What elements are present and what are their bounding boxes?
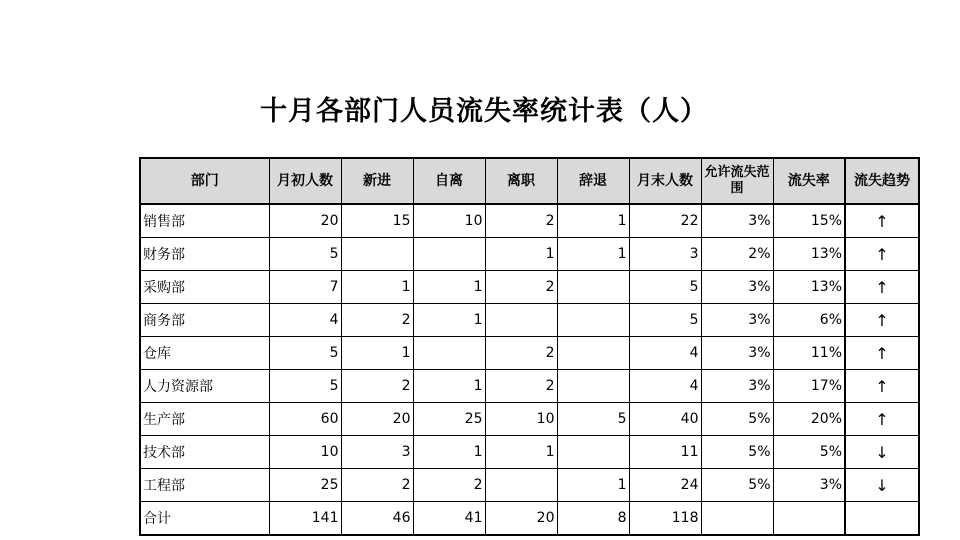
table-cell-end-count[interactable]: 24 [629,469,701,502]
table-cell-dismissed[interactable] [557,370,629,403]
table-row [140,502,919,536]
table-cell-department[interactable]: 商务部 [140,304,269,337]
table-cell-new-hires[interactable]: 2 [341,469,413,502]
table-cell-dismissed[interactable]: 1 [557,204,629,238]
table-cell-department[interactable]: 生产部 [140,403,269,436]
table-cell-allowed-range[interactable]: 2% [701,238,773,271]
table-cell-dismissed[interactable] [557,304,629,337]
table-cell-self-left[interactable]: 41 [413,502,485,536]
table-cell-start-count[interactable]: 4 [269,304,341,337]
table-cell-trend[interactable]: ↑ [845,271,919,304]
table-cell-dismissed[interactable] [557,337,629,370]
header-cell-department[interactable]: 部门 [140,158,269,204]
table-cell-resigned[interactable]: 2 [485,271,557,304]
table-row [140,271,919,304]
table-cell-self-left[interactable]: 25 [413,403,485,436]
table-cell-attrition-rate[interactable]: 11% [773,337,845,370]
table-cell-trend[interactable]: ↑ [845,370,919,403]
table-cell-allowed-range[interactable]: 3% [701,271,773,304]
header-cell-self-left[interactable]: 自离 [413,158,485,204]
header-row [140,158,919,204]
table-cell-trend[interactable]: ↓ [845,436,919,469]
table-cell-new-hires[interactable] [341,238,413,271]
table-cell-resigned[interactable]: 1 [485,436,557,469]
table-cell-end-count[interactable]: 11 [629,436,701,469]
table-cell-department[interactable]: 合计 [140,502,269,536]
table-cell-attrition-rate[interactable]: 13% [773,271,845,304]
table-cell-allowed-range[interactable]: 5% [701,469,773,502]
table-cell-start-count[interactable]: 5 [269,238,341,271]
table-cell-start-count[interactable]: 25 [269,469,341,502]
table-cell-resigned[interactable] [485,304,557,337]
table-cell-attrition-rate[interactable]: 3% [773,469,845,502]
table-cell-self-left[interactable]: 1 [413,304,485,337]
header-cell-start-count[interactable]: 月初人数 [269,158,341,204]
table-cell-allowed-range[interactable]: 3% [701,370,773,403]
table-cell-resigned[interactable]: 10 [485,403,557,436]
page-title: 十月各部门人员流失率统计表（人） [260,96,708,127]
table-cell-trend[interactable] [845,502,919,536]
table-cell-new-hires[interactable]: 46 [341,502,413,536]
table-cell-department[interactable]: 销售部 [140,204,269,238]
table-cell-resigned[interactable]: 1 [485,238,557,271]
table-cell-start-count[interactable]: 5 [269,337,341,370]
table-cell-dismissed[interactable] [557,436,629,469]
table-cell-self-left[interactable]: 2 [413,469,485,502]
table-cell-resigned[interactable]: 2 [485,204,557,238]
table-cell-department[interactable]: 财务部 [140,238,269,271]
table-cell-self-left[interactable] [413,337,485,370]
table-row [140,436,919,469]
table-cell-start-count[interactable]: 10 [269,436,341,469]
table-cell-self-left[interactable]: 1 [413,370,485,403]
table-cell-self-left[interactable]: 1 [413,436,485,469]
table-cell-resigned[interactable]: 2 [485,337,557,370]
table-cell-end-count[interactable]: 4 [629,370,701,403]
table-cell-end-count[interactable]: 5 [629,271,701,304]
table-cell-start-count[interactable]: 7 [269,271,341,304]
table-row [140,370,919,403]
table-cell-department[interactable]: 技术部 [140,436,269,469]
table-cell-department[interactable]: 仓库 [140,337,269,370]
header-cell-dismissed[interactable]: 辞退 [557,158,629,204]
table-cell-end-count[interactable]: 5 [629,304,701,337]
table-cell-allowed-range[interactable]: 5% [701,436,773,469]
table-cell-dismissed[interactable] [557,271,629,304]
table-cell-allowed-range[interactable]: 3% [701,204,773,238]
table-cell-dismissed[interactable]: 8 [557,502,629,536]
table-cell-self-left[interactable]: 10 [413,204,485,238]
table-cell-new-hires[interactable]: 1 [341,337,413,370]
table-cell-allowed-range[interactable] [701,502,773,536]
table-cell-department[interactable]: 工程部 [140,469,269,502]
table-cell-resigned[interactable] [485,469,557,502]
table-cell-self-left[interactable] [413,238,485,271]
table-cell-dismissed[interactable]: 1 [557,238,629,271]
table-cell-trend[interactable]: ↑ [845,304,919,337]
table-cell-resigned[interactable]: 2 [485,370,557,403]
table-cell-trend[interactable]: ↓ [845,469,919,502]
table-cell-attrition-rate[interactable]: 6% [773,304,845,337]
header-cell-new-hires[interactable]: 新进 [341,158,413,204]
table-cell-trend[interactable]: ↑ [845,204,919,238]
table-cell-attrition-rate[interactable]: 17% [773,370,845,403]
header-cell-end-count[interactable]: 月末人数 [629,158,701,204]
header-cell-attrition-rate[interactable]: 流失率 [773,158,845,204]
attrition-table [139,157,920,536]
table-cell-allowed-range[interactable]: 5% [701,403,773,436]
table-cell-dismissed[interactable]: 5 [557,403,629,436]
table-cell-start-count[interactable]: 5 [269,370,341,403]
table-cell-department[interactable]: 人力资源部 [140,370,269,403]
table-row [140,337,919,370]
table-cell-trend[interactable]: ↑ [845,403,919,436]
table-cell-attrition-rate[interactable]: 15% [773,204,845,238]
table-cell-start-count[interactable]: 20 [269,204,341,238]
header-cell-resigned[interactable]: 离职 [485,158,557,204]
header-cell-trend[interactable]: 流失趋势 [845,158,919,204]
table-row [140,204,919,238]
table-cell-new-hires[interactable]: 20 [341,403,413,436]
table-cell-trend[interactable]: ↑ [845,238,919,271]
table-cell-new-hires[interactable]: 3 [341,436,413,469]
table-cell-new-hires[interactable]: 2 [341,370,413,403]
table-cell-attrition-rate[interactable] [773,502,845,536]
table-cell-dismissed[interactable]: 1 [557,469,629,502]
table-row [140,238,919,271]
table-cell-end-count[interactable]: 118 [629,502,701,536]
table-cell-start-count[interactable]: 60 [269,403,341,436]
table-cell-new-hires[interactable]: 15 [341,204,413,238]
table-cell-attrition-rate[interactable]: 20% [773,403,845,436]
table-row [140,469,919,502]
table-cell-end-count[interactable]: 22 [629,204,701,238]
table-cell-department[interactable]: 采购部 [140,271,269,304]
table-cell-attrition-rate[interactable]: 13% [773,238,845,271]
table-cell-end-count[interactable]: 4 [629,337,701,370]
table-cell-end-count[interactable]: 3 [629,238,701,271]
table-row [140,403,919,436]
table-cell-allowed-range[interactable]: 3% [701,304,773,337]
header-cell-allowed-range[interactable]: 允许流失范围 [701,158,773,204]
table-cell-start-count[interactable]: 141 [269,502,341,536]
table-cell-self-left[interactable]: 1 [413,271,485,304]
table-cell-attrition-rate[interactable]: 5% [773,436,845,469]
table-cell-new-hires[interactable]: 1 [341,271,413,304]
table-cell-new-hires[interactable]: 2 [341,304,413,337]
table-cell-resigned[interactable]: 20 [485,502,557,536]
table-cell-end-count[interactable]: 40 [629,403,701,436]
table-cell-trend[interactable]: ↑ [845,337,919,370]
table-cell-allowed-range[interactable]: 3% [701,337,773,370]
table-row [140,304,919,337]
